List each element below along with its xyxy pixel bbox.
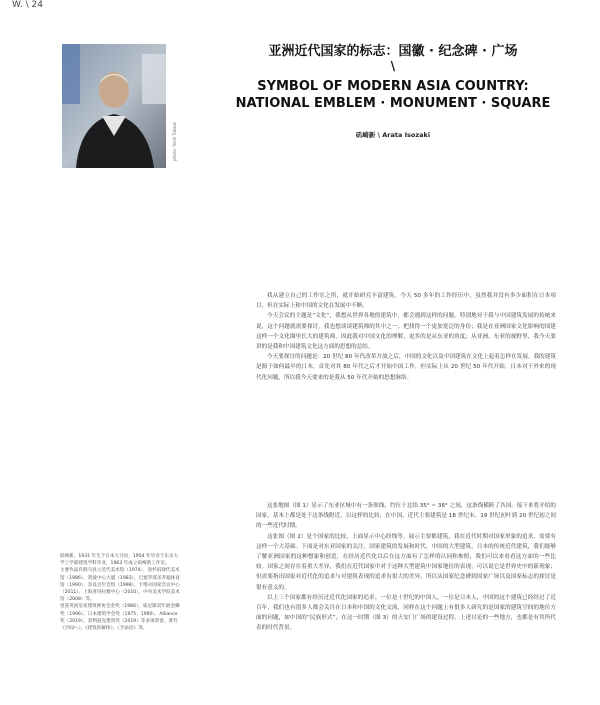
body-paragraph: 这张图（图 2）是个国家的比较，上面显示中心经线等。展示主要都建筑，我在近代时期对国家形象的追求，需要有这样一个大基础。下面是对东亚国家的关注，国家建筑的发展和时代，中国的大型建筑、日本的传统近代建筑，我们能够了解亚洲国家的这种想象和创造，在经历近代化以后在这方面有了怎样的认同和参照，我们可以来看看这方面的一些比较。国家之间存在着重大差异，我们在近代国家中对于这种大型建筑中国家地位的表现，可以说它是世界史中的新现象；但需要指出国家对近代化的追求与对建筑表现的追求有很大的差异，所以从国家纪念碑到国家广场以及国家标志的探讨是很有意义的。 xyxy=(256,533,556,591)
body-paragraph: 我从建立自己的工作室之所，就开始研究丰富建筑。今天 50 多年的工作经历中，虽然我并没有多少面积在日本项目，但在实际上和中国的文化在发展中不断。 xyxy=(256,293,556,310)
author-byline: 矶崎新 \ Arata Isozaki xyxy=(355,131,431,139)
title-english-line-1: SYMBOL OF MODERN ASIA COUNTRY: xyxy=(257,79,529,94)
body-section-1 xyxy=(256,291,556,383)
bio-paragraph: 主要作品有群马县立近代美术馆（1974）、洛杉矶现代美术馆（1986）、筑波中心大厦（1983）、巴塞罗那圣乔迪体育馆（1990）、奈良百年会馆（1998）、卡塔尔国家会议中心（2011）、上海喜玛拉雅中心（2010）、中央美术学院美术馆（2008）等。 xyxy=(60,568,180,603)
author-biography xyxy=(60,553,180,632)
photo-credit: photo: Yoshi Takase xyxy=(172,122,177,161)
body-section-2 xyxy=(256,501,556,634)
portrait-image xyxy=(62,44,166,168)
body-paragraph: 以上三个国家都有经历过近代化国家的追求。一位是十世纪的中国人，一位是日本人，中国的这个建筑已经经过了近百年，我们也有很多人都会关注在日本和中国的文化交流，同样在这个问题上有很多人研究的是国家的建筑空间的地位方面的问题，如中国的“民族形式”，在这一时期（图 3）的天安门广场的建设过程，上述讨论的一些地方，也都是有其所代表的时代背景。 xyxy=(256,594,556,632)
title-separator: \ xyxy=(390,59,396,73)
author-portrait xyxy=(62,44,166,168)
body-paragraph: 今天要探讨的问题是：20 世纪 80 年代改革开放之后，中国的文化以及中国建筑在文化上起着怎样在发展。我的建筑是源于如何最早的日本，首先对其 80 年代之后才开始中国工作，但实际上从 20 世纪 50 年代开始，日本对于外来的现代化问题，所以我今天要来的是我从 50 年代开始的思想脉络。 xyxy=(256,354,556,381)
title-chinese: 亚洲近代国家的标志：国徽 · 纪念碑 · 广场 xyxy=(268,44,518,59)
body-paragraph: 今天会议的主题是“文化”，我想从世界各地的建筑中，都会遇到这样的问题，特别地对于我与中国建筑发展的传统来说，这个问题就需要探讨。我也想谈谈建筑师的其中之一，把找得一个更加宽泛的身份；我是在亚洲国家文化影响的国建这样一个文化圈里长大的建筑师，因此我对中国文化的理解，更多的是从东亚的角度；从亚洲、东亚的视野里，我今天要讲的是我和中国建筑文化这方面的思想的总结。 xyxy=(256,313,556,351)
bio-paragraph: 曾获英国皇家建筑师协会金奖（1986）、威尼斯双年展金狮奖（1996）、日本建筑学会奖（1975、1990）、Alliance 奖（2019）、普利兹克建筑奖（2019）等多项荣誉。著有《空间へ》、《建筑的解体》、《手法论》等。 xyxy=(60,604,180,632)
page-number: W. \ 24 xyxy=(12,0,43,10)
bio-paragraph: 矶崎新，1931 年生于日本大分县，1954 年毕业于东京大学工学部建筑学科毕业，1963 年成立矶崎新工作室。 xyxy=(60,554,179,567)
body-paragraph: 这张地图（图 1）显示了东亚区域中有一条领线，约位于北纬 35° ~ 36° 之间，这条线横跨了各国。接下来将介绍的国家，基本上都是处于这条线附近，以这样的比较，在中国、近代主要建筑是 18 世纪末、19 世纪初叶到 20 世纪初之间的一些近代时期。 xyxy=(256,503,556,530)
title-english-line-2: NATIONAL EMBLEM · MONUMENT · SQUARE xyxy=(235,96,551,111)
